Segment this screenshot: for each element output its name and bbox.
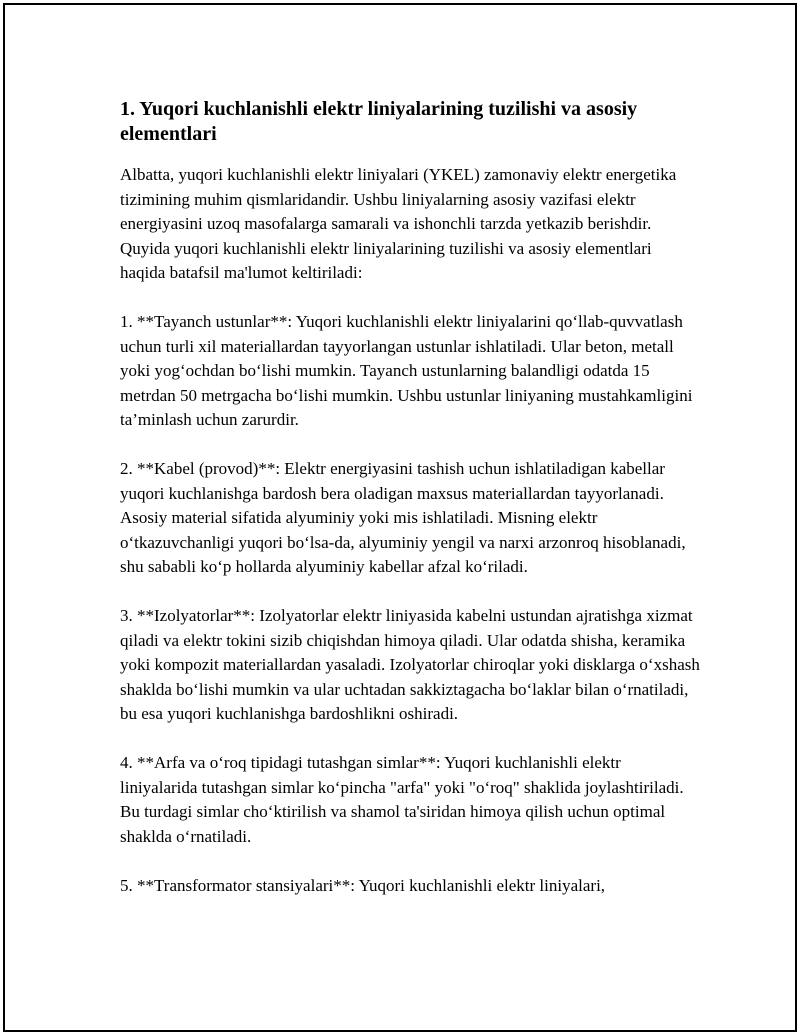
section-heading: 1. Yuqori kuchlanishli elektr liniyalarining tuzilishi va asosiy elementlari (120, 98, 638, 145)
paragraph-tayanch-ustunlar: 1. **Tayanch ustunlar**: Yuqori kuchlanishli elektr liniyalarini qo‘llab-quvvatlash uchun turli xil materiallardan tayyorlangan ustunlar ishlatiladi. Ular beton, metall yoki yog‘ochdan bo‘lishi mumkin. Tayanch ustunlarning balandligi odatda 15 metrdan 50 metrgacha bo‘lishi mumkin. Ushbu ustunlar liniyaning mustahkamligini ta’minlash uchun zarurdir. (120, 312, 693, 429)
paragraph-izolyatorlar: 3. **Izolyatorlar**: Izolyatorlar elektr liniyasida kabelni ustundan ajratishga xizmat qiladi va elektr tokini sizib chiqishdan himoya qiladi. Ular odatda shisha, keramika yoki kompozit materiallardan yasaladi. Izolyatorlar chiroqlar yoki disklarga o‘xshash shaklda bo‘lishi mumkin va ular uchtadan sakkiztagacha bo‘laklar bilan o‘rnatiladi, bu esa yuqori kuchlanishga bardoshlikni oshiradi. (120, 606, 700, 723)
page-frame (3, 3, 797, 1032)
paragraph-kabel: 2. **Kabel (provod)**: Elektr energiyasini tashish uchun ishlatiladigan kabellar yuqori kuchlanishga bardosh bera oladigan maxsus materiallardan tayyorlanadi. Asosiy material sifatida alyuminiy yoki mis ishlatiladi. Misning elektr o‘tkazuvchanligi yuqori bo‘lsa-da, alyuminiy yengil va narxi arzonroq hisoblanadi, shu sababli ko‘p hollarda alyuminiy kabellar afzal ko‘riladi. (120, 459, 686, 576)
paragraph-arfa-oroq: 4. **Arfa va o‘roq tipidagi tutashgan simlar**: Yuqori kuchlanishli elektr liniyalarida tutashgan simlar ko‘pincha "arfa" yoki "o‘roq" shaklida joylashtiriladi. Bu turdagi simlar cho‘ktirilish va shamol ta'siridan himoya qilish uchun optimal shaklda o‘rnatiladi. (120, 753, 684, 846)
intro-paragraph: Albatta, yuqori kuchlanishli elektr liniyalari (YKEL) zamonaviy elektr energetika tizimining muhim qismlaridandir. Ushbu liniyalarning asosiy vazifasi elektr energiyasini uzoq masofalarga samarali va ishonchli tarzda yetkazib berishdir. Quyida yuqori kuchlanishli elektr liniyalarining tuzilishi va asosiy elementlari haqida batafsil ma'lumot keltiriladi: (120, 165, 677, 282)
paragraph-transformator: 5. **Transformator stansiyalari**: Yuqori kuchlanishli elektr liniyalari, (120, 875, 606, 895)
document-body (120, 97, 700, 923)
